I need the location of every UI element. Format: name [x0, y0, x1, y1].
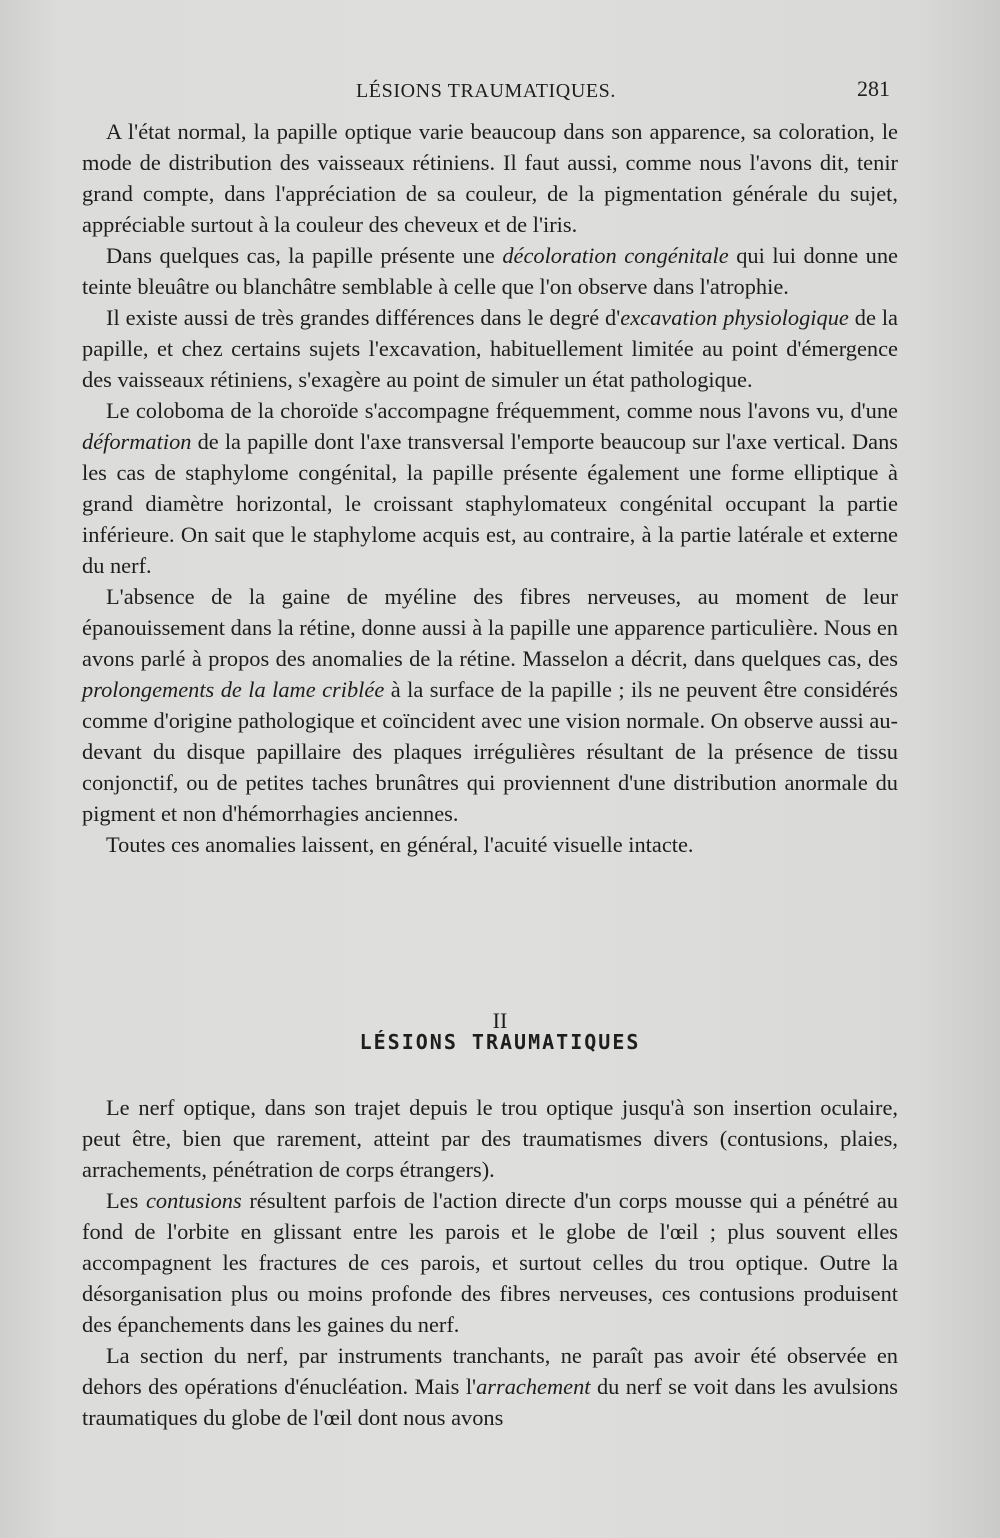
text-run: Les [106, 1188, 146, 1213]
text-run: Toutes ces anomalies laissent, en général, l'acuité visuelle intacte. [106, 832, 694, 857]
italic-run: décoloration congénitale [502, 243, 729, 268]
paragraph [82, 1092, 898, 1185]
text-run: résultent parfois de l'action directe d'un corps mousse qui a pénétré au fond de l'orbite en glissant entre les parois et le globe de l'œil ; plus souvent elles accompagnent les fractures de ces parois, et surtout celles du trou optique. Outre la désorganisation plus ou moins profonde des fibres nerveuses, ces contusions produisent des épanchements dans les gaines du nerf. [82, 1188, 898, 1337]
italic-run: déformation [82, 429, 192, 454]
italic-run: contusions [145, 1188, 242, 1213]
section-number: II [492, 1008, 508, 1033]
page-header [82, 74, 890, 108]
paragraph [82, 1340, 898, 1433]
text-run: à la surface de la papille ; ils ne peuvent être considérés comme d'origine pathologique et coïncident avec une vision normale. On observe aussi au-devant du disque papillaire des plaques irrégulières résultant de la présence de tissu conjonctif, ou de petites taches brunâtres qui proviennent d'une distribution anormale du pigment et non d'hémorrhagies anciennes. [82, 677, 899, 826]
page-number: 281 [857, 76, 890, 101]
text-run: A l'état normal, la papille optique varie beaucoup dans son apparence, sa coloration, le mode de distribution des vaisseaux rétiniens. Il faut aussi, comme nous l'avons dit, tenir grand compte, dans l'appréciation de sa couleur, de la pigmentation générale du sujet, appréciable surtout à la couleur des cheveux et de l'iris. [82, 119, 898, 237]
paragraph [82, 1185, 898, 1340]
italic-run: arrachement [476, 1374, 591, 1399]
text-run: Dans quelques cas, la papille présente une [106, 243, 503, 268]
section-heading: LÉSIONS TRAUMATIQUES [359, 1030, 641, 1054]
text-run: Le coloboma de la choroïde s'accompagne fréquemment, comme nous l'avons vu, d'une [106, 398, 898, 423]
paragraph [82, 581, 898, 829]
paragraph [82, 240, 898, 302]
text-run: La section du nerf, par instruments tranchants, ne paraît pas avoir été observée en dehors des opérations d'énucléation. Mais l' [82, 1343, 898, 1399]
text-run: Le nerf optique, dans son trajet depuis le trou optique jusqu'à son insertion oculaire, peut être, bien que rarement, atteint par des traumatismes divers (contusions, plaies, arrachements, pénétration de corps étrangers). [82, 1095, 898, 1182]
italic-run: excavation physiologique [620, 305, 849, 330]
paragraph [82, 395, 898, 581]
paragraph [82, 302, 898, 395]
body-text-after-section [82, 1092, 898, 1433]
body-text-before-section [82, 116, 898, 860]
text-run: qui lui donne une teinte bleuâtre ou blanchâtre semblable à celle que l'on observe dans l'atrophie. [82, 243, 898, 299]
text-run: du nerf se voit dans les avulsions traumatiques du globe de l'œil dont nous avons [82, 1374, 899, 1430]
text-run: de la papille, et chez certains sujets l'excavation, habituellement limitée au point d'émergence des vaisseaux rétiniens, s'exagère au point de simuler un état pathologique. [82, 305, 898, 392]
running-title: LÉSIONS TRAUMATIQUES. [355, 80, 617, 102]
italic-run: prolongements de la lame criblée [82, 677, 385, 702]
paragraph [82, 116, 898, 240]
text-run: L'absence de la gaine de myéline des fibres nerveuses, au moment de leur épanouissement dans la rétine, donne aussi à la papille une apparence particulière. Nous en avons parlé à propos des anomalies de la rétine. Masselon a décrit, dans quelques cas, des [82, 584, 898, 671]
text-run: Il existe aussi de très grandes différences dans le degré d' [106, 305, 621, 330]
text-run: de la papille dont l'axe transversal l'emporte beaucoup sur l'axe vertical. Dans les cas de staphylome congénital, la papille présente également une forme elliptique à grand diamètre horizontal, le croissant staphylomateux congénital occupant la partie inférieure. On sait que le staphylome acquis est, au contraire, à la partie latérale et externe du nerf. [82, 429, 898, 578]
paragraph [82, 829, 898, 860]
